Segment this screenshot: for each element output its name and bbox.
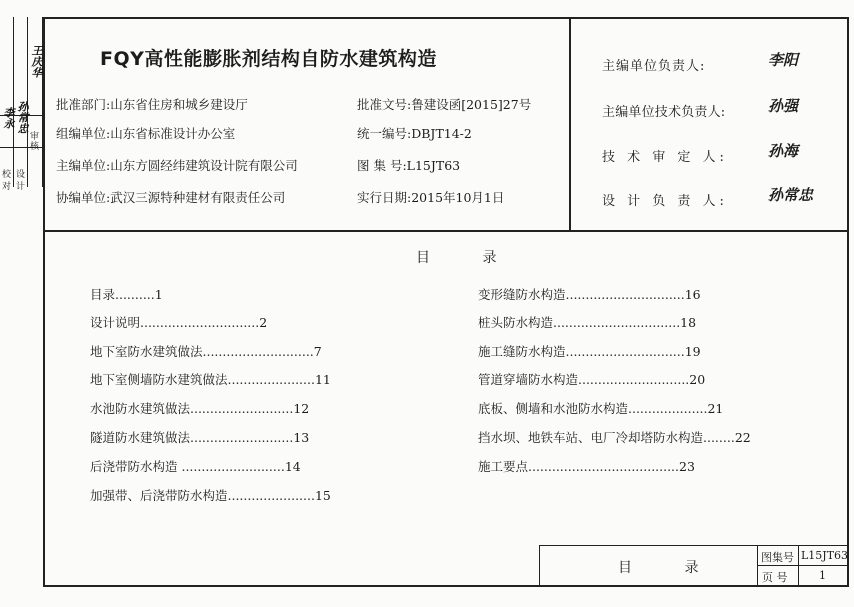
info-approval-dept: 批准部门:山东省住房和城乡建设厅 xyxy=(56,97,248,112)
strip-column-3 xyxy=(28,17,43,187)
left-signature-strip xyxy=(0,17,43,192)
toc-item: 目录..........1 xyxy=(90,287,163,302)
responsible-chief-unit: 主编单位负责人: 李阳 xyxy=(602,51,799,74)
info-compile-unit: 组编单位:山东省标准设计办公室 xyxy=(56,126,236,141)
drawing-title: FQY高性能膨胀剂结构自防水建筑构造 xyxy=(100,48,437,70)
responsible-review: 技 术 审 定 人: 孙海 xyxy=(602,142,799,165)
responsible-tech: 主编单位技术负责人: 孙强 xyxy=(602,97,799,120)
info-co-unit: 协编单位:武汉三源特种建材有限责任公司 xyxy=(56,190,286,205)
strip-label-ji: 计 xyxy=(16,182,26,192)
strip-signature-checker: 李永 xyxy=(2,107,15,129)
strip-column-1 xyxy=(0,17,14,187)
toc-item: 管道穿墙防水构造............................20 xyxy=(478,372,706,387)
info-chief-unit: 主编单位:山东方圆经纬建筑设计院有限公司 xyxy=(56,158,298,173)
toc-item: 后浇带防水构造 ..........................14 xyxy=(90,459,301,474)
info-approval-number: 批准文号:鲁建设函[2015]27号 xyxy=(357,97,532,112)
toc-item: 桩头防水构造................................18 xyxy=(478,315,697,330)
signature-review: 孙海 xyxy=(768,142,799,160)
header-column-divider xyxy=(569,17,571,231)
strip-label-he: 核 xyxy=(30,142,40,152)
strip-signature-designer: 孙常忠 xyxy=(16,101,29,134)
toc-item: 加强带、后浇带防水构造......................15 xyxy=(90,488,331,503)
toc-item: 隧道防水建筑做法..........................13 xyxy=(90,430,310,445)
title-block-name: 目 录 xyxy=(618,560,723,576)
strip-label-she: 设 xyxy=(16,170,26,180)
strip-signature-reviewer: 王庆华 xyxy=(30,45,43,78)
header-divider xyxy=(43,230,849,232)
toc-item: 施工缝防水构造..............................19 xyxy=(478,344,701,359)
info-atlas-number: 图 集 号:L15JT63 xyxy=(357,158,461,173)
signature-tech: 孙强 xyxy=(768,97,799,115)
info-effective-date: 实行日期:2015年10月1日 xyxy=(357,190,505,205)
title-block-atlas-label: 图集号 xyxy=(761,551,794,564)
responsible-design: 设 计 负 责 人: 孙常忠 xyxy=(602,186,814,209)
toc-item: 底板、侧墙和水池防水构造....................21 xyxy=(478,401,724,416)
info-unified-number: 统一编号:DBJT14-2 xyxy=(357,126,472,141)
title-block-page-label: 页 号 xyxy=(762,571,788,584)
signature-chief-unit: 李阳 xyxy=(768,51,799,69)
toc-item: 设计说明..............................2 xyxy=(90,315,268,330)
toc-item: 变形缝防水构造..............................16 xyxy=(478,287,701,302)
strip-label-dui: 对 xyxy=(2,182,12,192)
toc-item: 水池防水建筑做法..........................12 xyxy=(90,401,310,416)
toc-item: 挡水坝、地铁车站、电厂冷却塔防水构造........22 xyxy=(478,430,751,445)
signature-design: 孙常忠 xyxy=(768,186,814,204)
toc-item: 地下室侧墙防水建筑做法......................11 xyxy=(90,372,331,387)
title-block-atlas-value: L15JT63 xyxy=(801,549,849,562)
toc-heading: 目 录 xyxy=(416,250,521,266)
strip-label-jiao: 校 xyxy=(2,170,12,180)
toc-item: 施工要点......................................23 xyxy=(478,459,695,474)
title-block-page-value: 1 xyxy=(819,569,826,582)
toc-item: 地下室防水建筑做法............................7 xyxy=(90,344,322,359)
strip-label-shen: 审 xyxy=(30,132,40,142)
